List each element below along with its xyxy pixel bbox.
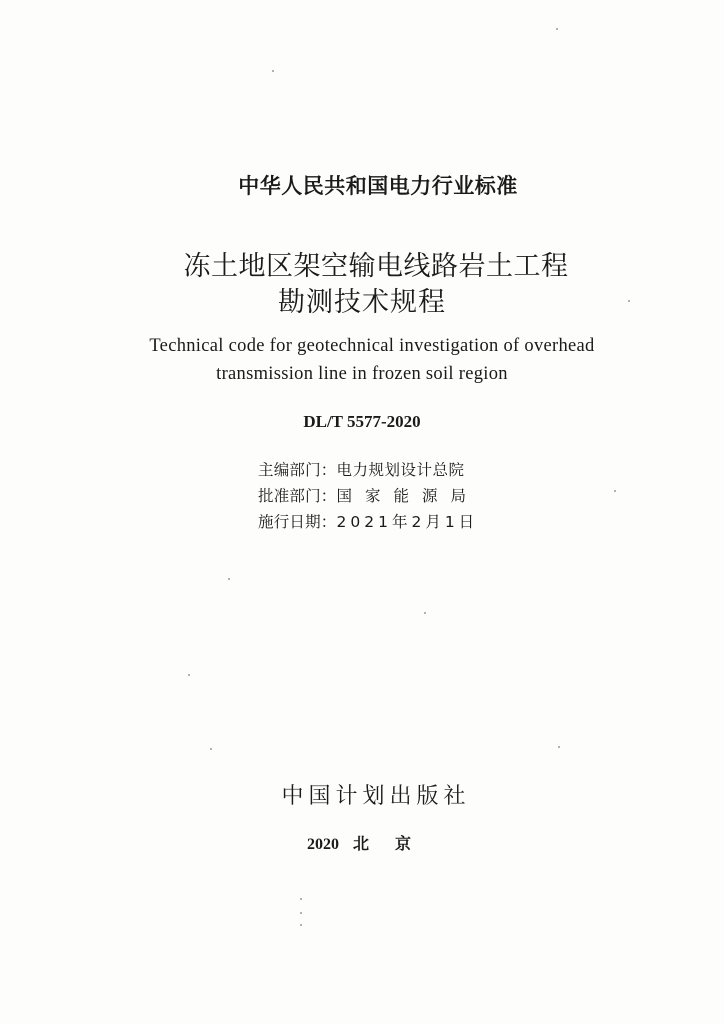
- approver-value: 国家能源局: [336, 487, 480, 505]
- approver-label: 批准部门：: [258, 487, 337, 505]
- scan-speck: [228, 578, 230, 580]
- scan-speck: [210, 748, 212, 750]
- scan-speck: [614, 490, 616, 492]
- scan-speck: [300, 912, 302, 914]
- scan-speck: [300, 924, 302, 926]
- effective-label: 施行日期：: [258, 513, 337, 531]
- publisher: 中国计划出版社: [281, 784, 471, 809]
- imprint: [0, 831, 724, 854]
- title-en-line-1: Technical code for geotechnical investigation of overhead: [149, 336, 595, 356]
- approver-row: [258, 484, 479, 506]
- imprint-city: 北京: [352, 836, 437, 853]
- scan-speck: [558, 746, 560, 748]
- scan-speck: [628, 300, 630, 302]
- title-en-line-2: transmission line in frozen soil region: [216, 364, 508, 384]
- title-cn-line-1: 冻土地区架空输电线路岩土工程: [183, 251, 569, 282]
- title-cn-line-2: 勘测技术规程: [278, 287, 446, 318]
- editor-value: 电力规划设计总院: [336, 461, 465, 479]
- imprint-year: 2020: [306, 836, 339, 853]
- effective-date-row: [258, 510, 478, 532]
- editor-label: 主编部门：: [258, 461, 337, 479]
- scan-speck: [424, 612, 426, 614]
- standard-category: 中华人民共和国电力行业标准: [238, 174, 518, 198]
- standard-code: DL/T 5577-2020: [303, 412, 421, 431]
- scan-speck: [272, 70, 274, 72]
- editor-row: [258, 458, 465, 480]
- scan-speck: [300, 898, 302, 900]
- scan-speck: [188, 674, 190, 676]
- effective-value: 2021年2月1日: [336, 513, 479, 531]
- scan-speck: [556, 28, 558, 30]
